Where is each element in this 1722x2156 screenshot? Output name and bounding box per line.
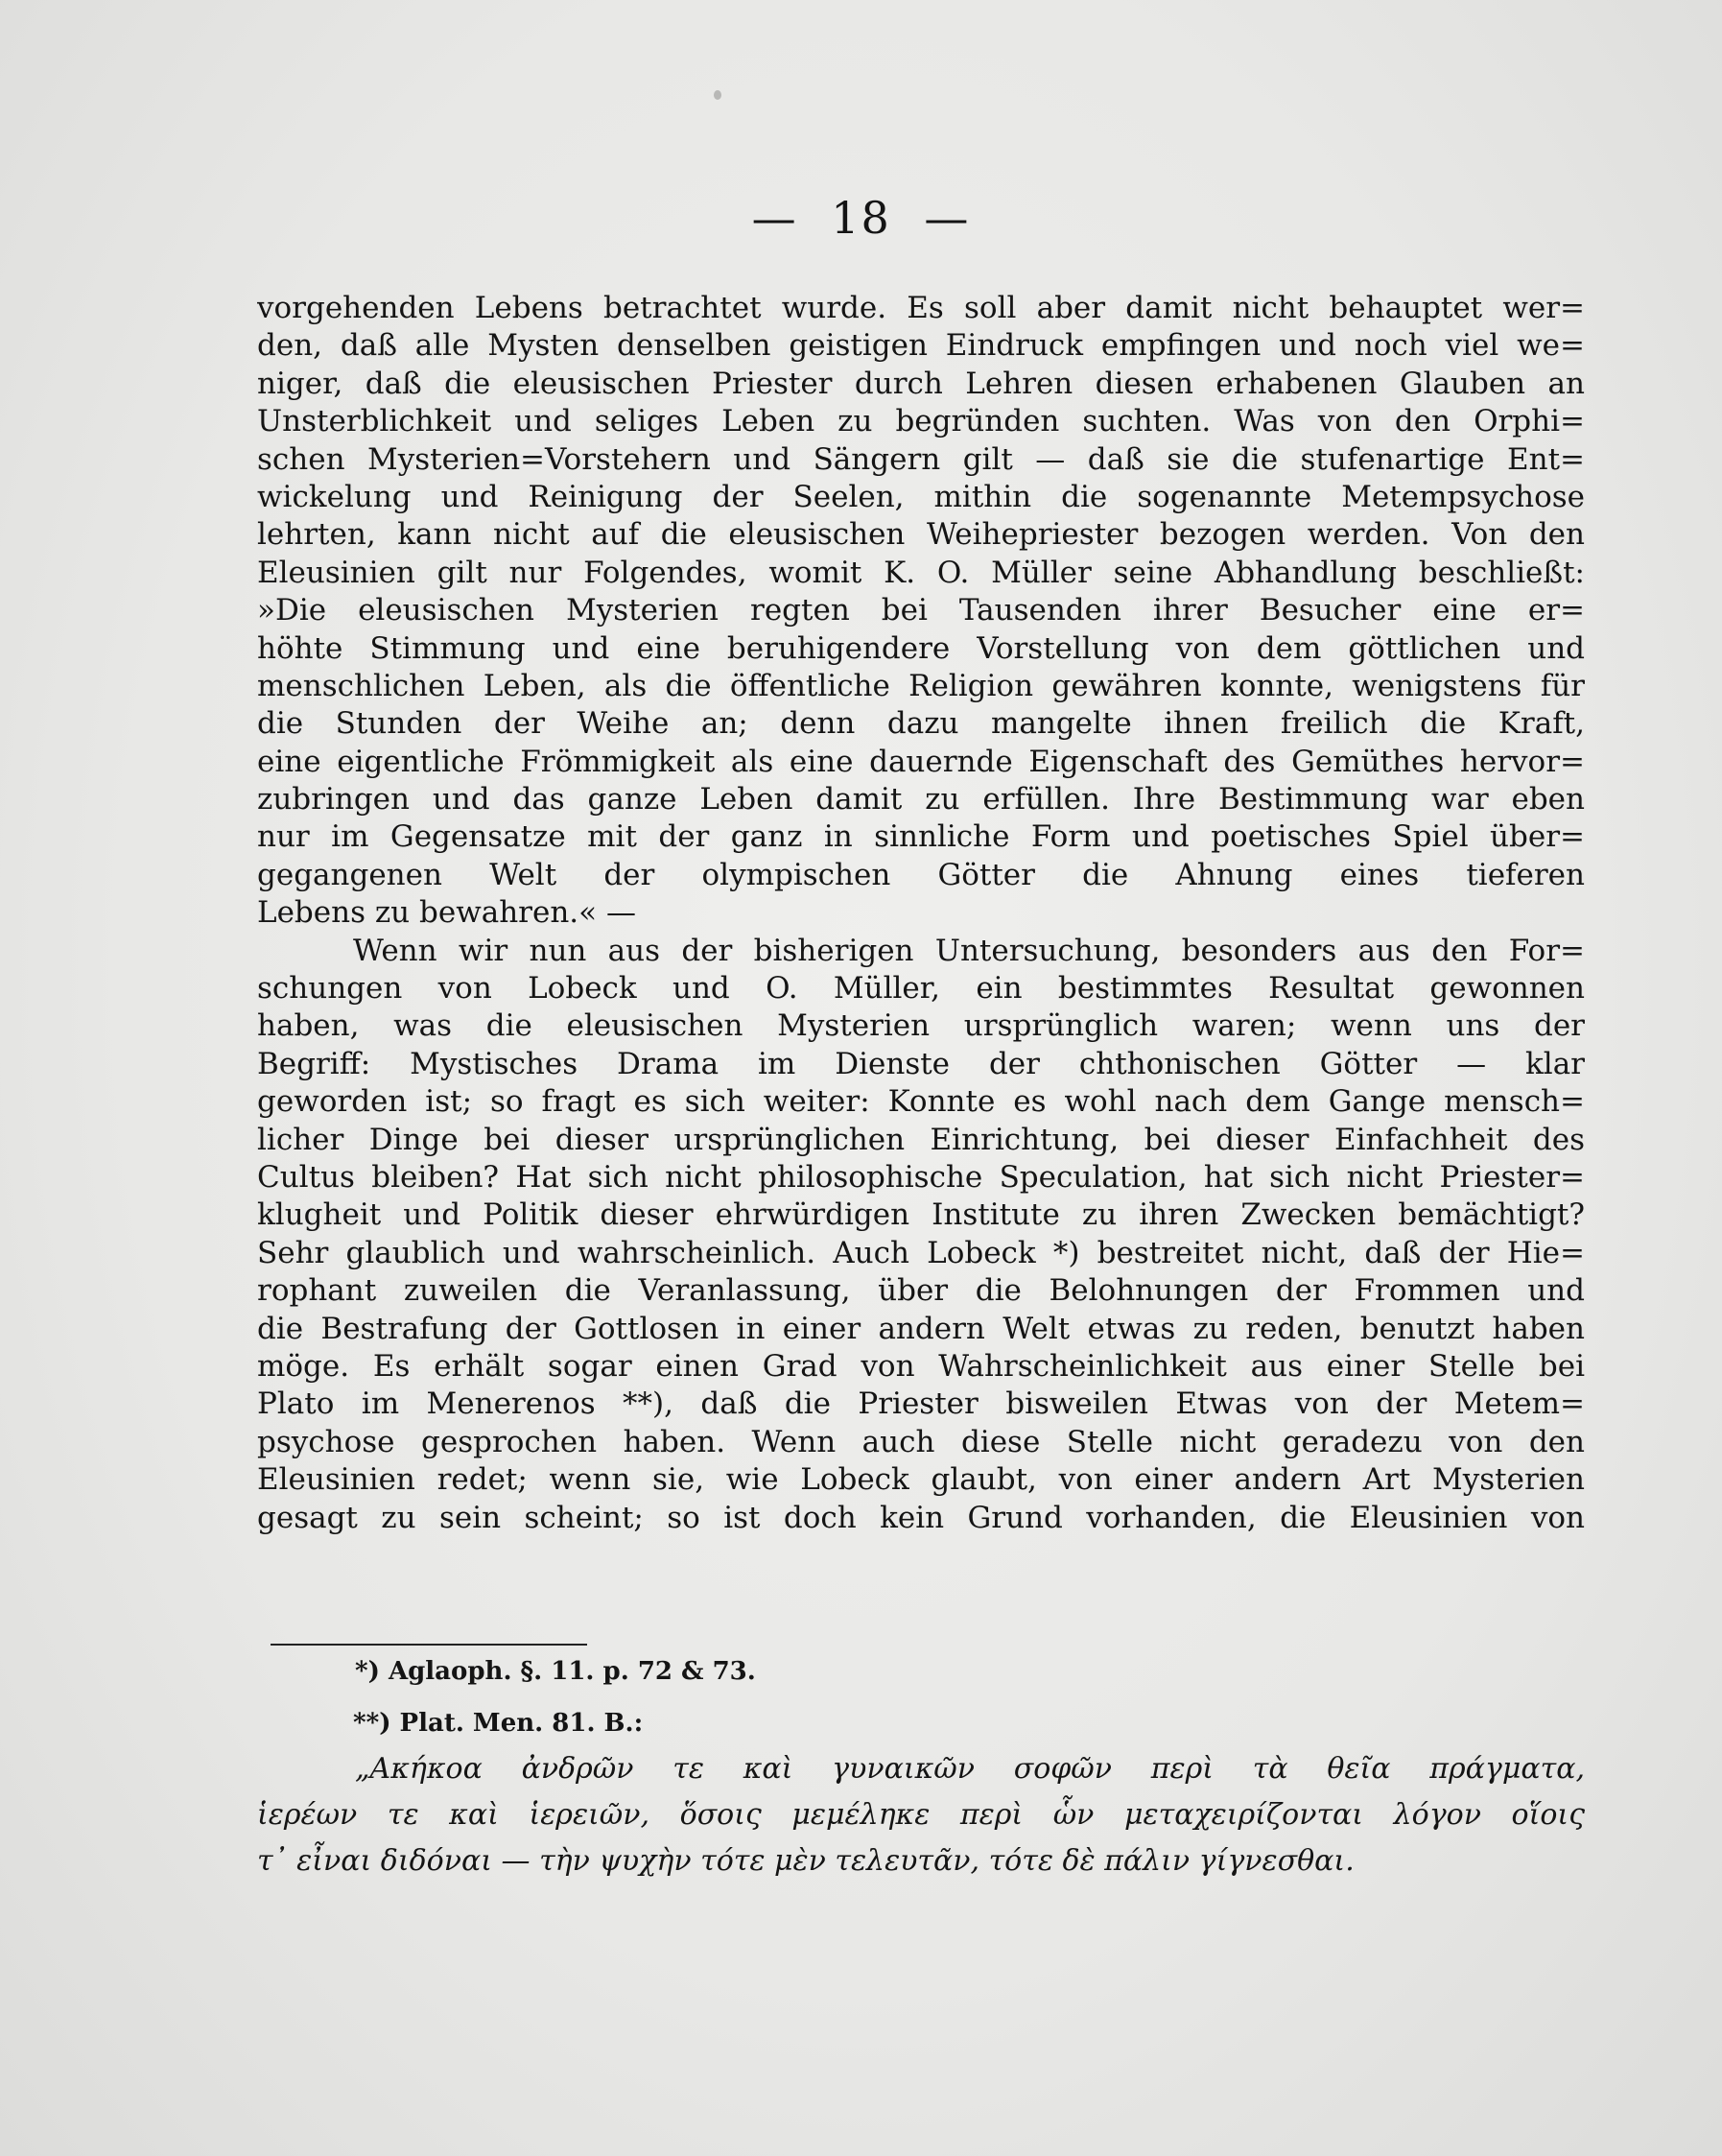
greek-quote-line: ἱερέων τε καὶ ἱερειῶν, ὅσοις μεμέληκε περὶ ὧν μεταχειρίζονται λόγον οἵοις bbox=[257, 1798, 1585, 1832]
footnotes-block bbox=[257, 1652, 1585, 1884]
text-line: Plato im Menerenos **), daß die Priester bisweilen Etwas von der Metem= bbox=[257, 1386, 1585, 1422]
text-line: Unsterblichkeit und seliges Leben zu begründen suchten. Was von den Orphi= bbox=[257, 404, 1585, 439]
paragraph-start-line: Wenn wir nun aus der bisherigen Untersuchung, besonders aus den For= bbox=[353, 933, 1585, 968]
text-line: geworden ist; so fragt es sich weiter: Konnte es wohl nach dem Gange mensch= bbox=[257, 1084, 1585, 1120]
footnote-2: **) Plat. Men. 81. B.: bbox=[353, 1709, 644, 1738]
greek-quote-line: τ᾽ εἶναι διδόναι — τὴν ψυχὴν τότε μὲν τελευτᾶν, τότε δὲ πάλιν γίγνεσθαι. bbox=[257, 1844, 1355, 1878]
text-line: menschlichen Leben, als die öffentliche Religion gewähren konnte, wenigstens für bbox=[257, 668, 1585, 703]
text-line: schen Mysterien=Vorstehern und Sängern gilt — daß sie die stufenartige Ent= bbox=[257, 441, 1585, 477]
text-line: Cultus bleiben? Hat sich nicht philosophische Speculation, hat sich nicht Priester= bbox=[257, 1159, 1585, 1195]
text-line: vorgehenden Lebens betrachtet wurde. Es soll aber damit nicht behauptet wer= bbox=[257, 291, 1585, 325]
text-line: gesagt zu sein scheint; so ist doch kein Grund vorhanden, die Eleusinien von bbox=[257, 1500, 1585, 1535]
text-line: schungen von Lobeck und O. Müller, ein bestimmtes Resultat gewonnen bbox=[257, 971, 1585, 1007]
text-line: rophant zuweilen die Veranlassung, über die Belohnungen der Frommen und bbox=[257, 1273, 1585, 1309]
text-line: eine eigentliche Frömmigkeit als eine dauernde Eigenschaft des Gemüthes hervor= bbox=[257, 744, 1585, 779]
text-line: Begriff: Mystisches Drama im Dienste der chthonischen Götter — klar bbox=[257, 1046, 1585, 1081]
text-line: Sehr glaublich und wahrscheinlich. Auch Lobeck *) bestreitet nicht, daß der Hie= bbox=[257, 1235, 1585, 1270]
text-line: lehrten, kann nicht auf die eleusischen Weihepriester bezogen werden. Von den bbox=[257, 517, 1585, 553]
text-line: den, daß alle Mysten denselben geistigen Eindruck empfingen und noch viel we= bbox=[257, 328, 1585, 364]
text-line: die Stunden der Weihe an; denn dazu mangelte ihnen freilich die Kraft, bbox=[257, 706, 1585, 742]
text-line: »Die eleusischen Mysterien regten bei Tausenden ihrer Besucher eine er= bbox=[257, 593, 1585, 628]
text-line: Eleusinien redet; wenn sie, wie Lobeck glaubt, von einer andern Art Mysterien bbox=[257, 1462, 1585, 1498]
text-line: nur im Gegensatze mit der ganz in sinnliche Form und poetisches Spiel über= bbox=[257, 819, 1585, 855]
paper-speck bbox=[714, 90, 721, 100]
page-number: — 18 — bbox=[751, 192, 971, 244]
text-line: zubringen und das ganze Leben damit zu erfüllen. Ihre Bestimmung war eben bbox=[257, 782, 1585, 817]
text-line: Eleusinien gilt nur Folgendes, womit K. O. Müller seine Abhandlung beschließt: bbox=[257, 555, 1585, 590]
text-line: wickelung und Reinigung der Seelen, mithin die sogenannte Metempsychose bbox=[257, 479, 1585, 514]
text-line: höhte Stimmung und eine beruhigendere Vorstellung von dem göttlichen und bbox=[257, 630, 1585, 666]
text-line: die Bestrafung der Gottlosen in einer andern Welt etwas zu reden, benutzt haben bbox=[257, 1311, 1585, 1346]
text-line: haben, was die eleusischen Mysterien ursprünglich waren; wenn uns der bbox=[257, 1008, 1585, 1044]
footnote-divider bbox=[271, 1644, 587, 1646]
text-line: Lebens zu bewahren.« — bbox=[257, 895, 636, 931]
greek-quote-line: „Ακήκοα ἀνδρῶν τε καὶ γυναικῶν σοφῶν περὶ τὰ θεῖα πράγματα, bbox=[355, 1752, 1585, 1786]
text-line: psychose gesprochen haben. Wenn auch diese Stelle nicht geradezu von den bbox=[257, 1424, 1585, 1459]
text-line: licher Dinge bei dieser ursprünglichen Einrichtung, bei dieser Einfachheit des bbox=[257, 1122, 1585, 1157]
text-line: möge. Es erhält sogar einen Grad von Wahrscheinlichkeit aus einer Stelle bei bbox=[257, 1348, 1585, 1384]
text-line: klugheit und Politik dieser ehrwürdigen Institute zu ihren Zwecken bemächtigt? bbox=[257, 1197, 1585, 1233]
text-line: gegangenen Welt der olympischen Götter die Ahnung eines tieferen bbox=[257, 857, 1585, 892]
footnote-1: *) Aglaoph. §. 11. p. 72 & 73. bbox=[355, 1657, 756, 1686]
text-line: niger, daß die eleusischen Priester durch Lehren diesen erhabenen Glauben an bbox=[257, 366, 1585, 401]
main-text-block bbox=[257, 290, 1585, 1537]
